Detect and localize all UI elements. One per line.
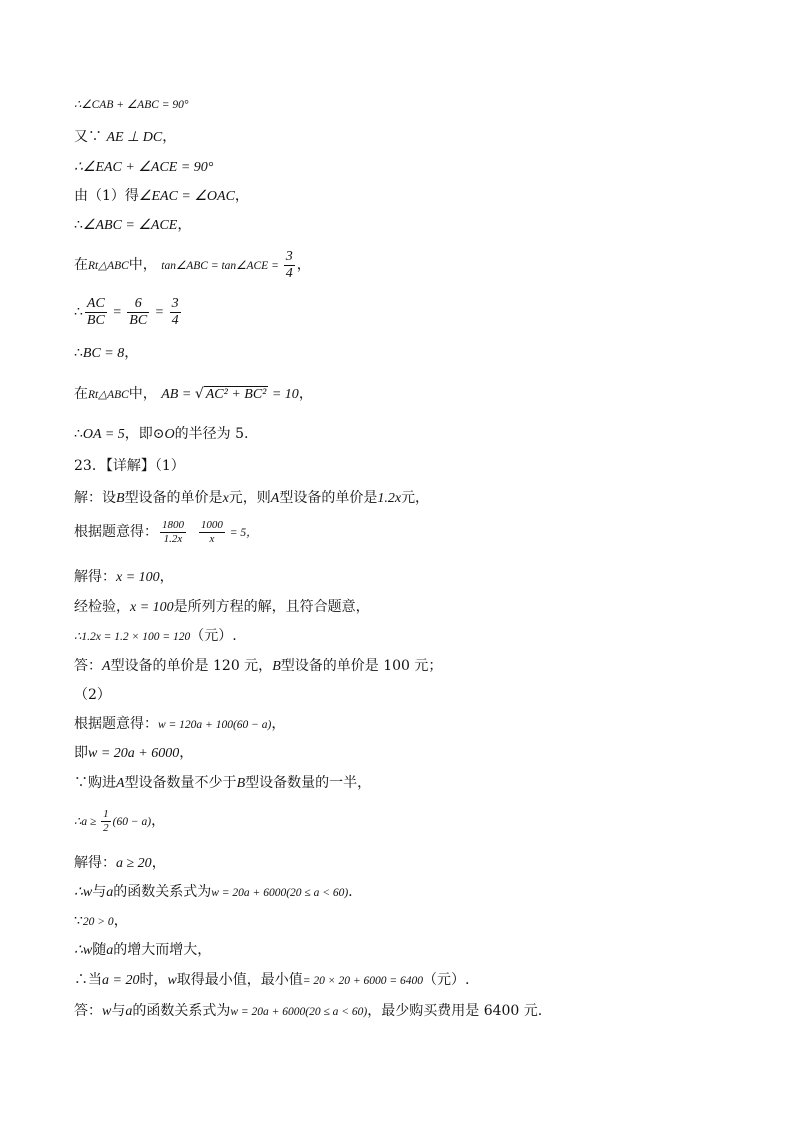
- triangle-label: Rt△ABC: [88, 260, 129, 272]
- fraction: $\frac{3}{4}$: [171, 295, 179, 328]
- equation: = 5，: [226, 527, 258, 539]
- line-function-relation: [74, 882, 353, 903]
- symbol: 1.2x: [377, 491, 402, 506]
- text: 取得最小值，最小值: [176, 972, 303, 988]
- text: 在: [74, 386, 88, 402]
- line-slope-positive: [74, 911, 128, 932]
- text: 时，: [139, 972, 168, 988]
- text: 型设备数量的一半，: [245, 775, 372, 791]
- fraction: $\frac{3}{4}$: [285, 248, 293, 281]
- text: 中，: [128, 257, 157, 273]
- line-ae-perp-dc: [74, 127, 176, 148]
- line-from-part1: [74, 186, 249, 207]
- line-bc-value: [74, 343, 138, 364]
- text: ∴: [74, 304, 83, 320]
- text: 型设备的单价是 120 元，: [110, 658, 273, 674]
- text: ，: [124, 345, 139, 361]
- line-answer-1: [74, 656, 442, 677]
- line-w-simplified: [74, 743, 193, 764]
- text: 是所列方程的解，且符合题意，: [173, 599, 370, 615]
- equation: = 10: [268, 387, 299, 402]
- text: ∴: [74, 345, 83, 361]
- fraction: $\frac{1800}{1.2x}$: [162, 518, 184, 545]
- text: 的函数关系式为: [113, 884, 212, 900]
- text: 元，: [401, 490, 430, 506]
- text: ∴w: [74, 885, 93, 900]
- symbol: A: [116, 776, 125, 791]
- equation: ∴1.2x = 1.2 × 100 = 120: [74, 631, 191, 643]
- text: 答：: [74, 658, 102, 674]
- text: ，即⊙: [124, 426, 165, 442]
- equation: 20 > 0: [82, 916, 114, 928]
- symbol: B: [236, 776, 246, 791]
- text: 型设备的单价是: [279, 490, 378, 506]
- equation: w = 120a + 100(60 − a): [158, 719, 272, 731]
- line-increasing: [74, 940, 211, 961]
- equals: =: [151, 305, 168, 320]
- line-angle-equal: [74, 215, 191, 236]
- symbol: a: [106, 885, 114, 900]
- equation: BC = 8: [82, 346, 125, 361]
- line-let-price: [74, 488, 429, 509]
- text: 型设备数量不少于: [124, 775, 237, 791]
- text: .: [348, 884, 353, 900]
- text: ∴: [74, 426, 83, 442]
- heading-text: 23．【详解】（1）: [74, 458, 185, 474]
- equation: ∴∠EAC + ∠ACE = 90°: [74, 160, 214, 175]
- heading-text: （2）: [74, 687, 111, 703]
- equation: ∴∠CAB + ∠ABC = 90°: [74, 99, 189, 111]
- text: ，: [159, 569, 174, 585]
- symbol: B: [116, 491, 125, 506]
- line-w-expression: [74, 714, 285, 735]
- symbol: w: [102, 1004, 112, 1019]
- text: ，: [113, 913, 128, 929]
- symbol: A: [270, 491, 280, 506]
- text: ，: [179, 745, 194, 761]
- text: 型设备的单价是 100 元；: [280, 658, 443, 674]
- line-condition: [74, 773, 371, 794]
- text: 答：: [74, 1003, 102, 1019]
- text: 元，则: [228, 490, 271, 506]
- symbol: a: [106, 943, 114, 958]
- text: ∴当: [74, 972, 102, 988]
- line-equation-setup: [74, 515, 258, 550]
- symbol: B: [272, 659, 281, 674]
- symbol: x: [222, 491, 229, 506]
- text: ，最少购买费用是 6400 元.: [367, 1003, 543, 1019]
- line-angle-sum-eac: [74, 157, 213, 178]
- text: 经检验，: [74, 599, 130, 615]
- text: 的半径为 5.: [174, 426, 249, 442]
- fraction: $\frac{AC}{BC}$: [86, 295, 105, 328]
- text: 与: [111, 1003, 126, 1019]
- line-minimum: [74, 970, 469, 991]
- text: 的增大而增大，: [113, 942, 212, 958]
- text: ，: [151, 813, 166, 829]
- line-pythagoras: 在Rt△ABC中， AB = √ AC² + BC² = 10，: [74, 386, 313, 402]
- fraction: $\frac{1}{2}$: [103, 807, 109, 834]
- equation: w = 20a + 6000: [88, 746, 180, 761]
- equation: w = 20a + 6000(20 ≤ a < 60): [211, 887, 349, 899]
- fraction: $\frac{6}{BC}$: [129, 295, 148, 328]
- equation: a = 20: [102, 973, 140, 988]
- text: 与: [92, 884, 107, 900]
- symbol: a: [125, 1004, 133, 1019]
- text: ∵: [74, 913, 83, 929]
- line-compute-a-price: [74, 626, 237, 647]
- text: 解得：: [74, 569, 116, 585]
- line-angle-sum-abc: [74, 94, 189, 115]
- text: ，: [234, 188, 249, 204]
- equation: tan∠ABC = tan∠ACE =: [161, 260, 282, 272]
- equation: AE ⊥ DC: [106, 130, 163, 145]
- text: （元）.: [422, 972, 470, 988]
- text: 根据题意得：: [74, 524, 158, 540]
- fraction: $\frac{1000}{x}$: [200, 518, 223, 545]
- line-radius: [74, 424, 248, 445]
- equation: ∠EAC = ∠OAC: [138, 189, 235, 204]
- text: ∵购进: [74, 775, 116, 791]
- equation: a ≥ 20: [116, 856, 152, 871]
- text: ∴: [74, 217, 83, 233]
- text: 型设备的单价是: [124, 490, 223, 506]
- text: ，: [162, 129, 177, 145]
- text: （元）.: [190, 628, 237, 644]
- equation: = 20 × 20 + 6000 = 6400: [302, 975, 423, 987]
- text: 随: [92, 942, 107, 958]
- triangle-label: Rt△ABC: [88, 389, 129, 401]
- sqrt-expression: AC² + BC²: [205, 387, 267, 402]
- line-inequality: [74, 803, 165, 840]
- equation: w = 20a + 6000(20 ≤ a < 60): [230, 1006, 368, 1018]
- text: 根据题意得：: [74, 716, 158, 732]
- line-tan-equation: [74, 248, 311, 283]
- text: ，: [298, 386, 313, 402]
- text: 解：设: [74, 490, 116, 506]
- symbol: O: [164, 427, 175, 442]
- text: 中，: [128, 386, 157, 402]
- part-2-heading: [74, 685, 111, 705]
- line-verify: [74, 597, 370, 618]
- line-final-answer: [74, 1001, 542, 1022]
- text: ，: [296, 257, 311, 273]
- symbol: A: [102, 659, 111, 674]
- text: 即: [74, 745, 88, 761]
- equation: ∠ABC = ∠ACE: [82, 218, 178, 233]
- question-23-heading: [74, 456, 185, 476]
- equation: (60 − a): [112, 816, 152, 828]
- text: ∴w: [74, 943, 93, 958]
- line-solve-x: [74, 567, 174, 588]
- equation: x = 100: [116, 570, 160, 585]
- line-ratio: [74, 294, 183, 331]
- text: ，: [151, 855, 166, 871]
- symbol: w: [167, 973, 177, 988]
- equation: x = 100: [130, 600, 174, 615]
- equation: AB =: [161, 387, 195, 402]
- text: 在: [74, 257, 88, 273]
- text: 由（1）得: [74, 188, 139, 204]
- text: 又∵: [74, 129, 107, 145]
- text: ，: [271, 716, 286, 732]
- equation: OA = 5: [82, 427, 125, 442]
- text: 解得：: [74, 855, 116, 871]
- line-solve-a: [74, 853, 166, 874]
- equation: ∴a ≥: [74, 816, 100, 828]
- text: 的函数关系式为: [132, 1003, 231, 1019]
- text: ，: [177, 217, 192, 233]
- equals: =: [108, 305, 126, 320]
